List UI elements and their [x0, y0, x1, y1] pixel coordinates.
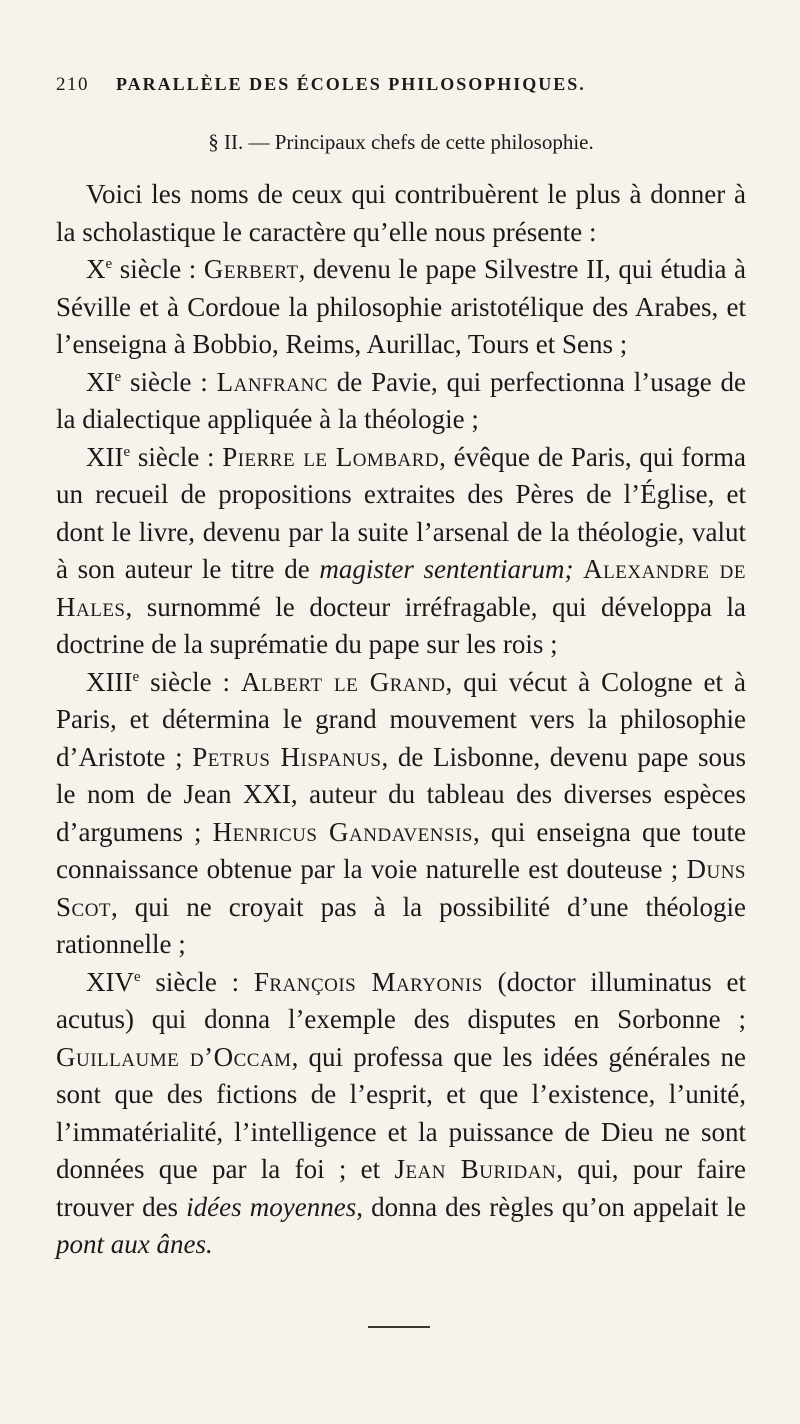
end-rule	[368, 1326, 430, 1328]
running-title: PARALLÈLE DES ÉCOLES PHILOSOPHIQUES.	[116, 74, 586, 94]
book-page	[56, 74, 746, 1264]
person-name: Lanfranc	[216, 366, 328, 397]
body-text	[56, 176, 746, 1264]
century-suffix: e	[132, 668, 140, 685]
paragraph-intro: Voici les noms de ceux qui contribuèrent le plus à donner à la scholastique le caractère qu’elle nous présente :	[56, 179, 746, 247]
person-name: Gerbert	[203, 254, 299, 284]
century-label: XIII	[86, 666, 133, 697]
paragraph-10th-century: Xe siècle : Gerbert, devenu le pape Silvestre II, qui étudia à Séville et à Cordoue la philosophie aristotélique des Arabes, et l’enseigna à Bobbio, Reims, Aurillac, Tours et Sens ;	[56, 254, 746, 359]
person-name: Alexandre de Hales	[56, 554, 746, 622]
paragraph-14th-century: XIVe siècle : François Maryonis (doctor illuminatus et acutus) qui donna l’exemple des disputes en Sorbonne ; Guillaume d’Occam, qui professa que les idées générales ne sont que des fictions de l’esprit, et que l’existence, l’unité, l’immatérialité, l’intelligence et la puissance de Dieu ne sont données que par la foi ; et Jean Buridan, qui, pour faire trouver des idées moyennes, donna des règles qu’on appelait le pont aux ânes.	[56, 966, 747, 1259]
century-suffix: e	[105, 256, 113, 272]
century-suffix: e	[114, 368, 122, 385]
italic-phrase: idées moyennes	[186, 1191, 357, 1222]
person-name: Henricus Gandavensis	[212, 816, 473, 847]
person-name: Petrus Hispanus	[192, 741, 382, 772]
italic-phrase: pont aux ânes.	[56, 1229, 213, 1259]
person-name: Guillaume d’Occam	[56, 1041, 292, 1072]
century-label: XIV	[86, 966, 134, 997]
person-name: Albert le Grand	[241, 666, 446, 697]
person-name: Duns Scot	[56, 854, 746, 922]
century-suffix: e	[123, 443, 131, 460]
person-name: Pierre le Lombard	[222, 441, 440, 472]
section-title: § II. — Principaux chefs de cette philosophie.	[208, 130, 594, 154]
century-label: XI	[86, 366, 115, 397]
running-head	[56, 74, 746, 102]
person-name: François Maryonis	[253, 966, 483, 997]
century-suffix: e	[134, 968, 141, 985]
person-name: Jean Buridan	[394, 1154, 557, 1184]
paragraph-11th-century: XIe siècle : Lanfranc de Pavie, qui perfectionna l’usage de la dialectique appliquée à la théologie ;	[56, 366, 746, 434]
paragraph-12th-century: XIIe siècle : Pierre le Lombard, évêque de Paris, qui forma un recueil de propositions extraites des Pères de l’Église, et dont le livre, devenu par la suite l’arsenal de la théologie, valut à son auteur le titre de magister sententiarum; Alexandre de Hales, surnommé le docteur irréfragable, qui développa la doctrine de la suprématie du pape sur les rois ;	[56, 441, 747, 659]
italic-phrase: magister sententiarum;	[319, 554, 574, 584]
paragraph-13th-century: XIIIe siècle : Albert le Grand, qui vécut à Cologne et à Paris, et détermina le grand mouvement vers la philosophie d’Aristote ; Petrus Hispanus, de Lisbonne, devenu pape sous le nom de Jean XXI, auteur du tableau des diverses espèces d’argumens ; Henricus Gandavensis, qui enseigna que toute connaissance obtenue par la voie naturelle est douteuse ; Duns Scot, qui ne croyait pas à la possibilité d’une théologie rationnelle ;	[56, 666, 747, 959]
page-number: 210	[56, 74, 89, 95]
century-label: X	[86, 254, 106, 284]
century-label: XII	[86, 441, 124, 472]
